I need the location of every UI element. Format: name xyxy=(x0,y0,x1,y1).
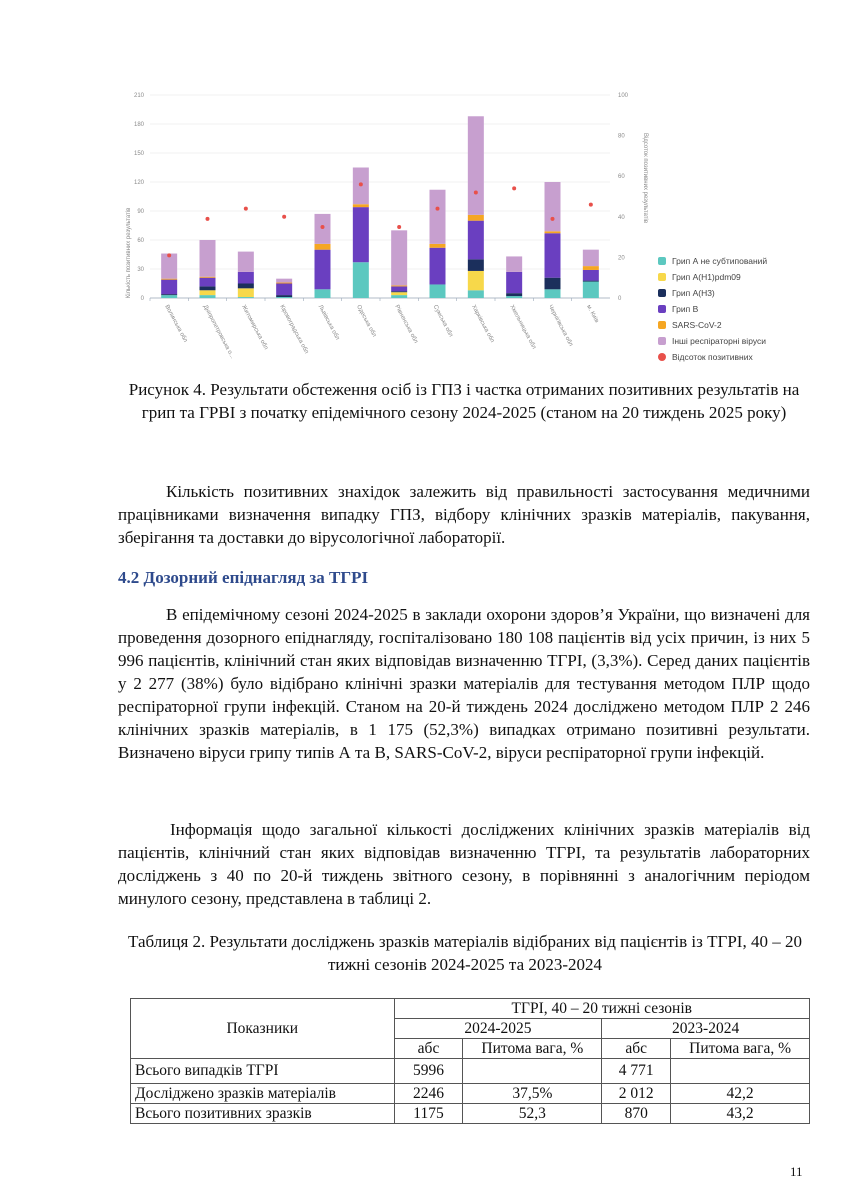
legend-label: Відсоток позитивних xyxy=(672,352,753,362)
bar-segment xyxy=(468,259,484,271)
bar-segment xyxy=(545,289,561,298)
table-row xyxy=(131,1059,810,1084)
percent-dot xyxy=(474,190,478,194)
y-tick-label: 0 xyxy=(140,296,144,302)
cell: 4 771 xyxy=(602,1059,671,1084)
legend-item xyxy=(658,349,767,365)
bar-segment xyxy=(468,221,484,260)
bar-segment xyxy=(545,231,561,233)
percent-dot xyxy=(551,217,555,221)
bar-segment xyxy=(161,294,177,295)
legend-item xyxy=(658,285,767,301)
legend-circle-icon xyxy=(658,353,666,361)
bar-segment xyxy=(276,295,292,297)
y-tick-label: 150 xyxy=(133,151,144,157)
bar-segment xyxy=(161,280,177,295)
table-caption: Таблиця 2. Результати досліджень зразків матеріалів відібраних від пацієнтів із ТГРІ, 40 – 20 тижні сезонів 2024-2025 та 2023-2024 xyxy=(128,932,802,974)
season-header: 2024-2025 xyxy=(394,1019,602,1039)
x-tick-label: м. Київ xyxy=(585,304,600,324)
bar-segment xyxy=(391,292,407,295)
bar-segment xyxy=(545,233,561,277)
bar-segment xyxy=(200,277,216,278)
bar-segment xyxy=(430,284,446,298)
bar-segment xyxy=(391,295,407,298)
y-right-tick-label: 20 xyxy=(618,255,625,262)
bar-segment xyxy=(391,230,407,285)
legend-swatch-icon xyxy=(658,337,666,345)
bar-segment xyxy=(468,271,484,290)
bar-segment xyxy=(468,290,484,298)
cell xyxy=(463,1059,602,1084)
bar-segment xyxy=(430,244,446,248)
subheader-share: Питома вага, % xyxy=(463,1039,602,1059)
subheader-share: Питома вага, % xyxy=(671,1039,810,1059)
x-tick-label: Житомирська обл xyxy=(240,304,269,351)
percent-dot xyxy=(589,203,593,207)
section-heading: 4.2 Дозорний епіднагляд за ТГРІ xyxy=(118,568,369,587)
legend-label: SARS-CoV-2 xyxy=(672,320,722,330)
y-tick-label: 30 xyxy=(137,267,144,273)
row-label: Досліджено зразків матеріалів xyxy=(131,1084,395,1104)
x-tick-label: Дніпропетровська о... xyxy=(201,304,236,360)
cell: 52,3 xyxy=(463,1104,602,1124)
y-tick-label: 210 xyxy=(133,93,144,99)
table-row xyxy=(131,1084,810,1104)
percent-dot xyxy=(167,253,171,257)
bar-segment xyxy=(353,207,369,262)
paragraph-text: Кількість позитивних знахідок залежить від правильності застосування медичними працівниками визначення випадку ГПЗ, відбору клінічних зразків матеріалів, пакування, зберігання та доставки до вірусологічної лабораторії. xyxy=(118,482,810,547)
bar-segment xyxy=(468,215,484,221)
bar-segment xyxy=(200,286,216,290)
bar-segment xyxy=(391,286,407,291)
paragraph-text: Інформація щодо загальної кількості досліджених клінічних зразків матеріалів від пацієнтів, клінічний стан яких відповідав визначенню ТГРІ, та результатів лабораторних досліджень з 40 по 20-й тиждень звітного сезону, в порівнянні з аналогічним періодом минулого сезону, представлена в таблиці 2. xyxy=(118,820,810,908)
bar-segment xyxy=(200,240,216,277)
paragraph-table-intro xyxy=(118,818,810,910)
bar-segment xyxy=(200,290,216,295)
bar-segment xyxy=(583,250,599,266)
bar-segment xyxy=(238,297,254,298)
legend-label: Грип A(H3) xyxy=(672,288,715,298)
cell: 2 012 xyxy=(602,1084,671,1104)
legend-item xyxy=(658,253,767,269)
page-number: 11 xyxy=(790,1164,803,1179)
bar-segment xyxy=(276,283,292,284)
bar-segment xyxy=(545,182,561,231)
bar-segment xyxy=(545,278,561,290)
x-tick-label: Кіровоградська обл xyxy=(278,304,310,355)
percent-dot xyxy=(282,215,286,219)
percent-dot xyxy=(359,182,363,186)
bar-segment xyxy=(200,295,216,298)
x-tick-label: Волинська обл xyxy=(163,304,189,344)
bar-segment xyxy=(238,272,254,284)
bar-segment xyxy=(391,291,407,292)
y-right-tick-label: 0 xyxy=(618,296,622,302)
legend-label: Інші респіраторні віруси xyxy=(672,336,766,346)
results-table xyxy=(130,998,810,1124)
bar-segment xyxy=(276,279,292,283)
percent-dot xyxy=(397,225,401,229)
bar-segment xyxy=(506,256,522,271)
cell: 870 xyxy=(602,1104,671,1124)
y-right-tick-label: 80 xyxy=(618,133,625,140)
group-header: ТГРІ, 40 – 20 тижні сезонів xyxy=(394,999,809,1019)
row-label: Всього позитивних зразків xyxy=(131,1104,395,1124)
bar-segment xyxy=(200,278,216,287)
bar-segment xyxy=(430,248,446,285)
x-tick-label: Харківська обл xyxy=(470,304,495,344)
indicators-header: Показники xyxy=(131,999,395,1059)
bar-segment xyxy=(161,295,177,298)
y-right-axis-title: Відсоток позитивних результатів xyxy=(642,132,648,224)
bar-segment xyxy=(506,293,522,296)
cell: 1175 xyxy=(394,1104,463,1124)
table-row xyxy=(131,1104,810,1124)
bar-segment xyxy=(238,252,254,272)
figure-caption: Рисунок 4. Результати обстеження осіб із ГПЗ і частка отриманих позитивних результатів на грип та ГРВІ з початку епідемічного сезону 2024-2025 (станом на 20 тиждень 2025 року) xyxy=(128,380,800,422)
legend-label: Грип B xyxy=(672,304,699,314)
bar-segment xyxy=(276,297,292,298)
paragraph-text: В епідемічному сезоні 2024-2025 в заклади охорони здоров’я України, що визначені для проведення дозорного епіднагляду, госпіталізовано 180 108 пацієнтів від усіх причин, із них 5 996 пацієнтів, клінічний стан яких відповідав визначенню ТГРІ, (3,3%). Серед даних пацієнтів у 2 277 (38%) було відібрано клінічні зразки матеріалів для тестування методом ПЛР щодо респіраторної групи інфекцій. Станом на 20-й тиждень 2024 досліджено методом ПЛР 2 246 клінічних зразків матеріалів, в 1 175 (52,3%) випадках отримано позитивні результати. Визначено віруси грипу типів А та В, SARS-CoV-2, віруси респіраторної групи інфекцій. xyxy=(118,605,810,762)
bar-segment xyxy=(468,116,484,215)
legend-label: Грип A(H1)pdm09 xyxy=(672,272,741,282)
bar-segment xyxy=(583,270,599,281)
x-tick-label: Сумська обл xyxy=(431,304,454,339)
legend-swatch-icon xyxy=(658,321,666,329)
legend-swatch-icon xyxy=(658,273,666,281)
cell: 43,2 xyxy=(671,1104,810,1124)
legend-item xyxy=(658,301,767,317)
row-label: Всього випадків ТГРІ xyxy=(131,1059,395,1084)
season-header: 2023-2024 xyxy=(602,1019,810,1039)
percent-dot xyxy=(206,217,210,221)
y-right-tick-label: 60 xyxy=(618,174,625,181)
bar-segment xyxy=(583,266,599,270)
cell xyxy=(671,1059,810,1084)
cell: 5996 xyxy=(394,1059,463,1084)
bar-segment xyxy=(276,284,292,296)
legend-item xyxy=(658,269,767,285)
subheader-abs: абс xyxy=(602,1039,671,1059)
legend-item xyxy=(658,333,767,349)
paragraph-surveillance xyxy=(118,603,810,764)
y-right-tick-label: 100 xyxy=(618,93,629,99)
x-tick-label: Одеська обл xyxy=(355,304,377,339)
bar-segment xyxy=(583,281,599,282)
bar-segment xyxy=(506,272,522,293)
y-tick-label: 120 xyxy=(133,180,144,186)
bar-segment xyxy=(391,285,407,286)
cell: 37,5% xyxy=(463,1084,602,1104)
bar-segment xyxy=(506,296,522,298)
bar-segment xyxy=(315,250,331,290)
bar-segment xyxy=(353,204,369,207)
x-tick-label: Чернігівська обл xyxy=(546,304,574,348)
percent-dot xyxy=(321,225,325,229)
y-axis-title: Кількість позитивних результатів xyxy=(126,207,132,299)
bar-segment xyxy=(315,244,331,250)
figure-chart xyxy=(110,85,810,370)
legend-item xyxy=(658,317,767,333)
bar-segment xyxy=(353,262,369,298)
bar-segment xyxy=(238,284,254,289)
paragraph-positive-findings xyxy=(118,480,810,549)
legend-swatch-icon xyxy=(658,257,666,265)
y-right-tick-label: 40 xyxy=(618,214,625,221)
y-tick-label: 180 xyxy=(133,122,144,128)
bar-segment xyxy=(161,279,177,280)
chart-legend xyxy=(658,253,767,365)
percent-dot xyxy=(512,186,516,190)
y-tick-label: 90 xyxy=(137,209,144,215)
bar-segment xyxy=(430,190,446,244)
x-tick-label: Львівська обл xyxy=(316,304,341,342)
y-tick-label: 60 xyxy=(137,238,144,244)
percent-dot xyxy=(436,207,440,211)
bar-segment xyxy=(583,282,599,298)
legend-swatch-icon xyxy=(658,289,666,297)
legend-swatch-icon xyxy=(658,305,666,313)
bar-segment xyxy=(315,289,331,298)
legend-label: Грип А не субтипований xyxy=(672,256,768,266)
subheader-abs: абс xyxy=(394,1039,463,1059)
percent-dot xyxy=(244,207,248,211)
cell: 2246 xyxy=(394,1084,463,1104)
x-tick-label: Рівненська обл xyxy=(393,304,419,345)
bar-segment xyxy=(238,288,254,297)
cell: 42,2 xyxy=(671,1084,810,1104)
x-tick-label: Хмельницька обл xyxy=(508,304,537,351)
